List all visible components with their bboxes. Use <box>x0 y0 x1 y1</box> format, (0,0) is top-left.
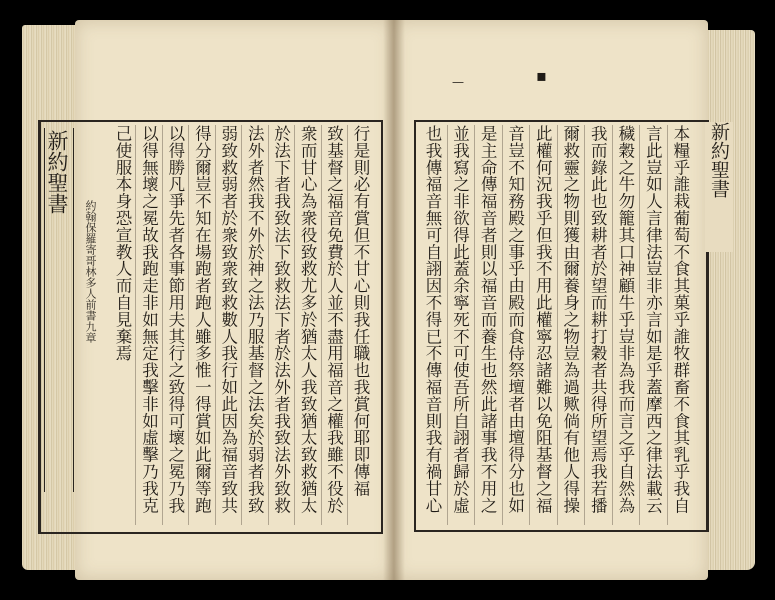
ink-mark: ▪ <box>536 66 547 85</box>
text-column: 我而錄此也致耕者於望而耕打穀者共得所望焉我若播 <box>584 125 609 525</box>
text-column: 行是則必有賞但不甘心則我任職也我賞何耶即傳福 <box>347 125 372 525</box>
ink-mark: — <box>452 75 464 89</box>
text-column: 爾救靈之物則獲由爾養身之物豈為過歟倘有他人得操 <box>557 125 582 525</box>
left-text-columns <box>110 125 372 525</box>
text-column: 本糧乎誰栽葡萄不食其菓乎誰牧群畜不食其乳乎我自 <box>667 125 692 525</box>
text-column: 衆而甘心為衆役致救尤多於猶太人我致猶太致救猶太 <box>294 125 319 525</box>
right-running-title: 新約聖書 <box>705 122 733 252</box>
text-column: 弱致救弱者於衆致衆致救數人我行如此因為福音致共 <box>215 125 240 525</box>
text-column: 穢穀之牛勿籠其口神顧牛乎豈非為我而言之乎自然為 <box>612 125 637 525</box>
text-column: 法外者然我不外於神之法乃服基督之法矣於弱者我致 <box>241 125 266 525</box>
text-column: 言此豈如人言律法豈非亦言如是乎蓋摩西之律法載云 <box>639 125 664 525</box>
right-text-columns <box>420 125 692 525</box>
text-column: 以得勝凡爭先者各事節用夫其行之致得可壞之冕乃我 <box>162 125 187 525</box>
text-column: 此權何況我乎但我不用此權寧忍諸難以免阻基督之福 <box>529 125 554 525</box>
left-chapter-heading: 約翰保羅寄哥林多人前書九章 <box>84 200 97 343</box>
left-running-title: 新約聖書 <box>44 128 74 492</box>
text-column: 以得無壞之冕故我跑走非如無定我擊非如虛擊乃我克 <box>135 125 160 525</box>
text-column: 也我傳福音無可自詡因不得已不傳福音則我有禍甘心 <box>423 125 442 514</box>
right-page-edges <box>705 30 755 570</box>
text-column: 己使服本身恐宣教人而自見棄焉 <box>113 125 132 362</box>
text-column: 並我寫之非欲得此蓋余寧死不可使吾所自詡者歸於虛 <box>447 125 472 525</box>
text-column: 得分爾豈不知在場跑者跑人雖多惟一得賞如此爾等跑 <box>188 125 213 525</box>
book-gutter <box>383 20 405 580</box>
text-column: 是主命傳福音者則以福音而養生也然此諸事我不用之 <box>474 125 499 525</box>
text-column: 於法下者我致法下致救法下者於法外者我致法外致救 <box>268 125 293 525</box>
text-column: 致基督之福音免費於人並不盡用福音之權我雖不役於 <box>321 125 346 525</box>
text-column: 音豈不知務殿之事乎由殿而食侍祭壇者由壇得分也如 <box>502 125 527 525</box>
